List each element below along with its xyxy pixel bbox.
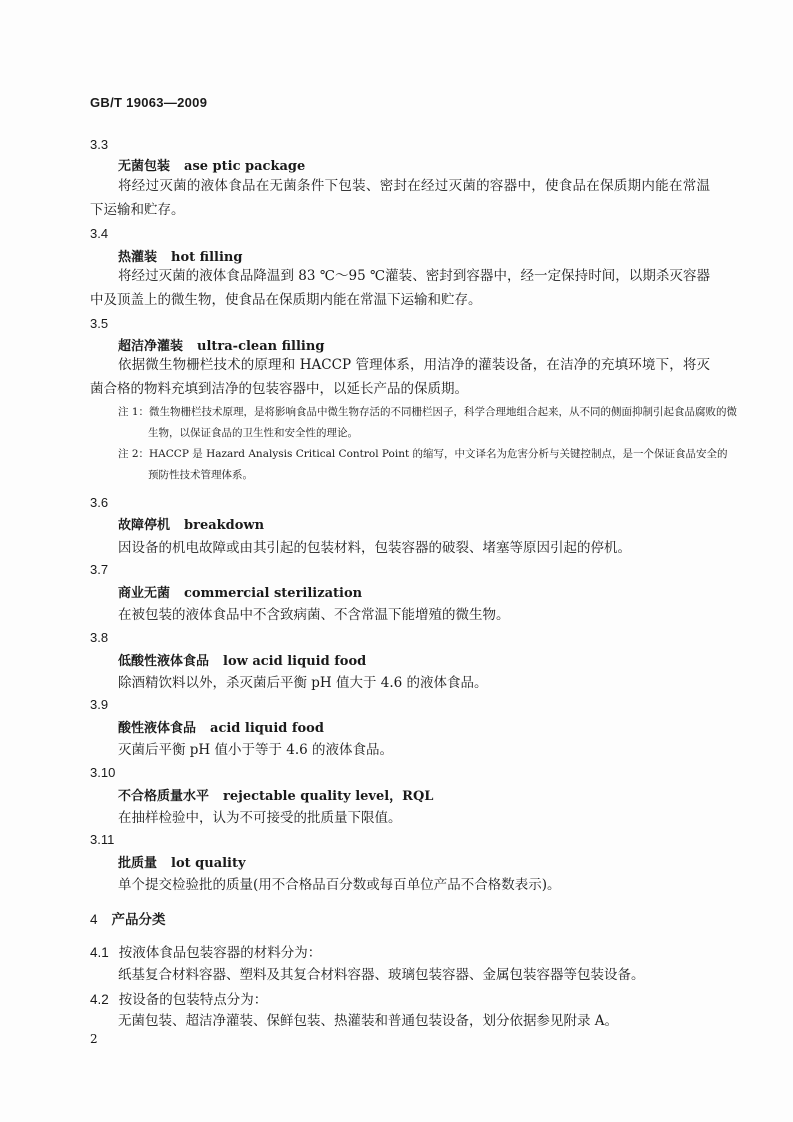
term-number: 3.3 [90,137,109,152]
term-title [118,717,324,736]
term-definition: 灭菌后平衡 pH 值小于等于 4.6 的液体食品。 [118,742,394,758]
clause [90,941,321,961]
term-title [118,650,366,669]
section-title: 产品分类 [111,912,166,928]
term-note: 注 1：微生物栅栏技术原理，是将影响食品中微生物存活的不同栅栏因子，科学合理地组合起来，从不同的侧面抑制引起食品腐败的微生物，以保证食品的卫生性和安全性的理论。 [118,406,738,439]
term-en: acid liquid food [210,721,324,736]
clause-detail: 纸基复合材料容器、塑料及其复合材料容器、玻璃包装容器、金属包装容器等包装设备。 [118,967,645,983]
term-en: commercial sterilization [184,586,363,601]
term-note: 注 2：HACCP 是 Hazard Analysis Critical Control Point 的缩写，中文译名为危害分析与关键控制点，是一个保证食品安全的预防性技术管理体系。 [118,448,728,481]
term-number: 3.8 [90,630,109,645]
term-en: hot filling [171,250,243,265]
term-en: low acid liquid food [223,654,367,669]
clause-text: 按液体食品包装容器的材料分为： [118,945,322,961]
term-zh: 故障停机 [118,518,171,533]
clause-detail: 无菌包装、超洁净灌装、保鲜包装、热灌装和普通包装设备，划分依据参见附录 A。 [118,1013,619,1029]
term-number: 3.11 [90,832,115,847]
term-zh: 热灌装 [118,250,158,265]
term-definition: 依据微生物栅栏技术的原理和 HACCP 管理体系，用洁净的灌装设备，在洁净的充填环境下，将灭菌合格的物料充填到洁净的包装容器中，以延长产品的保质期。 [90,357,710,397]
section-number: 4 [90,912,98,927]
term-zh: 超洁净灌装 [118,339,184,354]
term-title [118,155,305,174]
term-zh: 商业无菌 [118,586,171,601]
term-en: breakdown [184,518,265,533]
term-en: ase ptic package [184,159,306,174]
section-heading [90,908,166,928]
clause-number: 4.1 [90,945,109,960]
standard-code: GB/T 19063—2009 [90,95,208,110]
term-definition: 因设备的机电故障或由其引起的包装材料，包装容器的破裂、堵塞等原因引起的停机。 [118,540,631,556]
term-number: 3.6 [90,495,109,510]
term-definition: 将经过灭菌的液体食品降温到 83 ℃～95 ℃灌装、密封到容器中，经一定保持时间，以期杀灭容器中及顶盖上的微生物，使食品在保质期内能在常温下运输和贮存。 [90,268,710,308]
term-title [118,514,264,533]
term-definition: 将经过灭菌的液体食品在无菌条件下包装、密封在经过灭菌的容器中，使食品在保质期内能在常温下运输和贮存。 [90,178,710,218]
term-zh: 无菌包装 [118,159,171,174]
clause-text: 按设备的包装特点分为： [118,992,268,1008]
term-title [118,582,362,601]
term-zh: 酸性液体食品 [118,721,197,736]
page-number: 2 [90,1032,98,1046]
term-definition: 单个提交检验批的质量(用不合格品百分数或每百单位产品不合格数表示)。 [118,877,561,893]
term-zh: 不合格质量水平 [118,789,210,804]
term-number: 3.10 [90,765,116,780]
term-definition: 除酒精饮料以外，杀灭菌后平衡 pH 值大于 4.6 的液体食品。 [118,675,488,691]
term-en: rejectable quality level，RQL [223,789,434,804]
clause-number: 4.2 [90,992,109,1007]
term-zh: 低酸性液体食品 [118,654,210,669]
term-definition: 在抽样检验中，认为不可接受的批质量下限值。 [118,810,402,826]
term-number: 3.7 [90,562,109,577]
term-number: 3.5 [90,316,109,331]
term-en: ultra-clean filling [197,339,325,354]
clause [90,988,267,1008]
term-title [118,335,324,354]
term-number: 3.9 [90,697,109,712]
term-title [118,246,242,265]
term-zh: 批质量 [118,856,158,871]
term-number: 3.4 [90,226,109,241]
term-title [118,852,246,871]
term-definition: 在被包装的液体食品中不含致病菌、不含常温下能增殖的微生物。 [118,607,510,623]
term-title [118,785,433,804]
term-en: lot quality [171,856,246,871]
